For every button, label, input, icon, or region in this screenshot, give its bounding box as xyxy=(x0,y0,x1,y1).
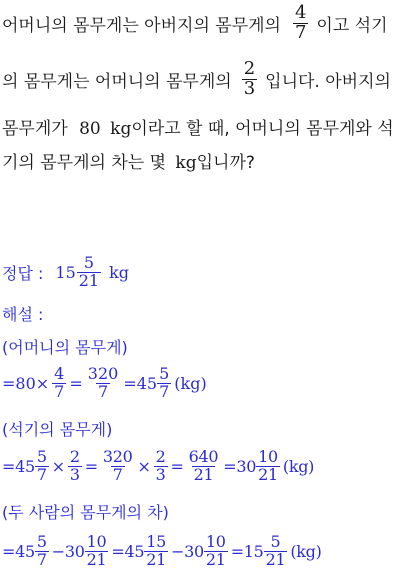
question-text: 입니까? xyxy=(196,153,255,173)
question-text: 입니다. 아버지의 xyxy=(265,71,391,92)
answer-label: 정답 : xyxy=(2,263,44,283)
question-text: 어머니의 몸무게는 아버지의 몸무게의 xyxy=(2,15,281,36)
answer-unit: kg xyxy=(109,262,130,282)
answer-whole: 15 xyxy=(55,262,76,282)
fraction: $\frac{15}{21}$ xyxy=(146,531,167,569)
weight-value: 80 xyxy=(79,119,101,139)
question-text: 이고 석기 xyxy=(316,15,388,36)
fraction: $\frac{2}{3}$ xyxy=(243,57,256,99)
fraction: $\frac{2}{3}$ xyxy=(69,446,80,484)
step3-equation: =45 $\frac{5}{7}$ −30 $\frac{10}{21}$ =45 $\frac{15}{21}$ −30 $\frac{10}{21}$ =15 $\frac{5}{21}$ (kg) xyxy=(2,531,322,569)
answer-line xyxy=(2,250,129,294)
step2-title: (석기의 몸무게) xyxy=(2,420,113,439)
fraction: $\frac{5}{21}$ xyxy=(265,531,286,569)
step2-equation: =45 $\frac{5}{7}$ × $\frac{2}{3}$ = $\frac{320}{7}$ × $\frac{2}{3}$ = $\frac{640}{21}$ =30 $\frac{10}{21}$ (kg) xyxy=(2,446,315,484)
fraction: $\frac{10}{21}$ xyxy=(258,446,278,484)
fraction: $\frac{4}{7}$ xyxy=(54,363,65,401)
fraction: $\frac{5}{7}$ xyxy=(36,446,47,484)
question-line-2 xyxy=(2,56,391,102)
fraction: $\frac{4}{7}$ xyxy=(294,1,307,43)
question-text: 몸무게가 xyxy=(2,119,68,139)
answer-fraction: $\frac{5}{21}$ xyxy=(78,252,100,290)
fraction: $\frac{320}{7}$ xyxy=(102,446,133,484)
question-text: 의 몸무게는 어머니의 몸무게의 xyxy=(2,71,232,92)
question-line-1 xyxy=(2,0,388,46)
question-line-3 xyxy=(2,114,394,139)
question-text: 이라고 할 때, 어머니의 몸무게와 석 xyxy=(131,119,394,139)
solution-label: 해설 : xyxy=(2,305,44,324)
step1-equation: =80× $\frac{4}{7}$ = $\frac{320}{7}$ =45 $\frac{5}{7}$ (kg) xyxy=(2,363,207,401)
fraction: $\frac{5}{7}$ xyxy=(36,531,47,569)
question-text: 기의 몸무게의 차는 몇 xyxy=(2,153,167,173)
unit: kg xyxy=(110,119,132,139)
fraction: $\frac{320}{7}$ xyxy=(87,363,119,401)
fraction: $\frac{10}{21}$ xyxy=(86,531,107,569)
fraction: $\frac{10}{21}$ xyxy=(205,531,226,569)
fraction: $\frac{2}{3}$ xyxy=(155,446,166,484)
fraction: $\frac{5}{7}$ xyxy=(159,363,170,401)
step3-title: (두 사람의 몸무게의 차) xyxy=(2,503,169,522)
fraction: $\frac{640}{21}$ xyxy=(188,446,219,484)
question-line-4 xyxy=(2,148,255,173)
step1-title: (어머니의 몸무게) xyxy=(2,338,128,357)
unit: kg xyxy=(175,153,197,173)
